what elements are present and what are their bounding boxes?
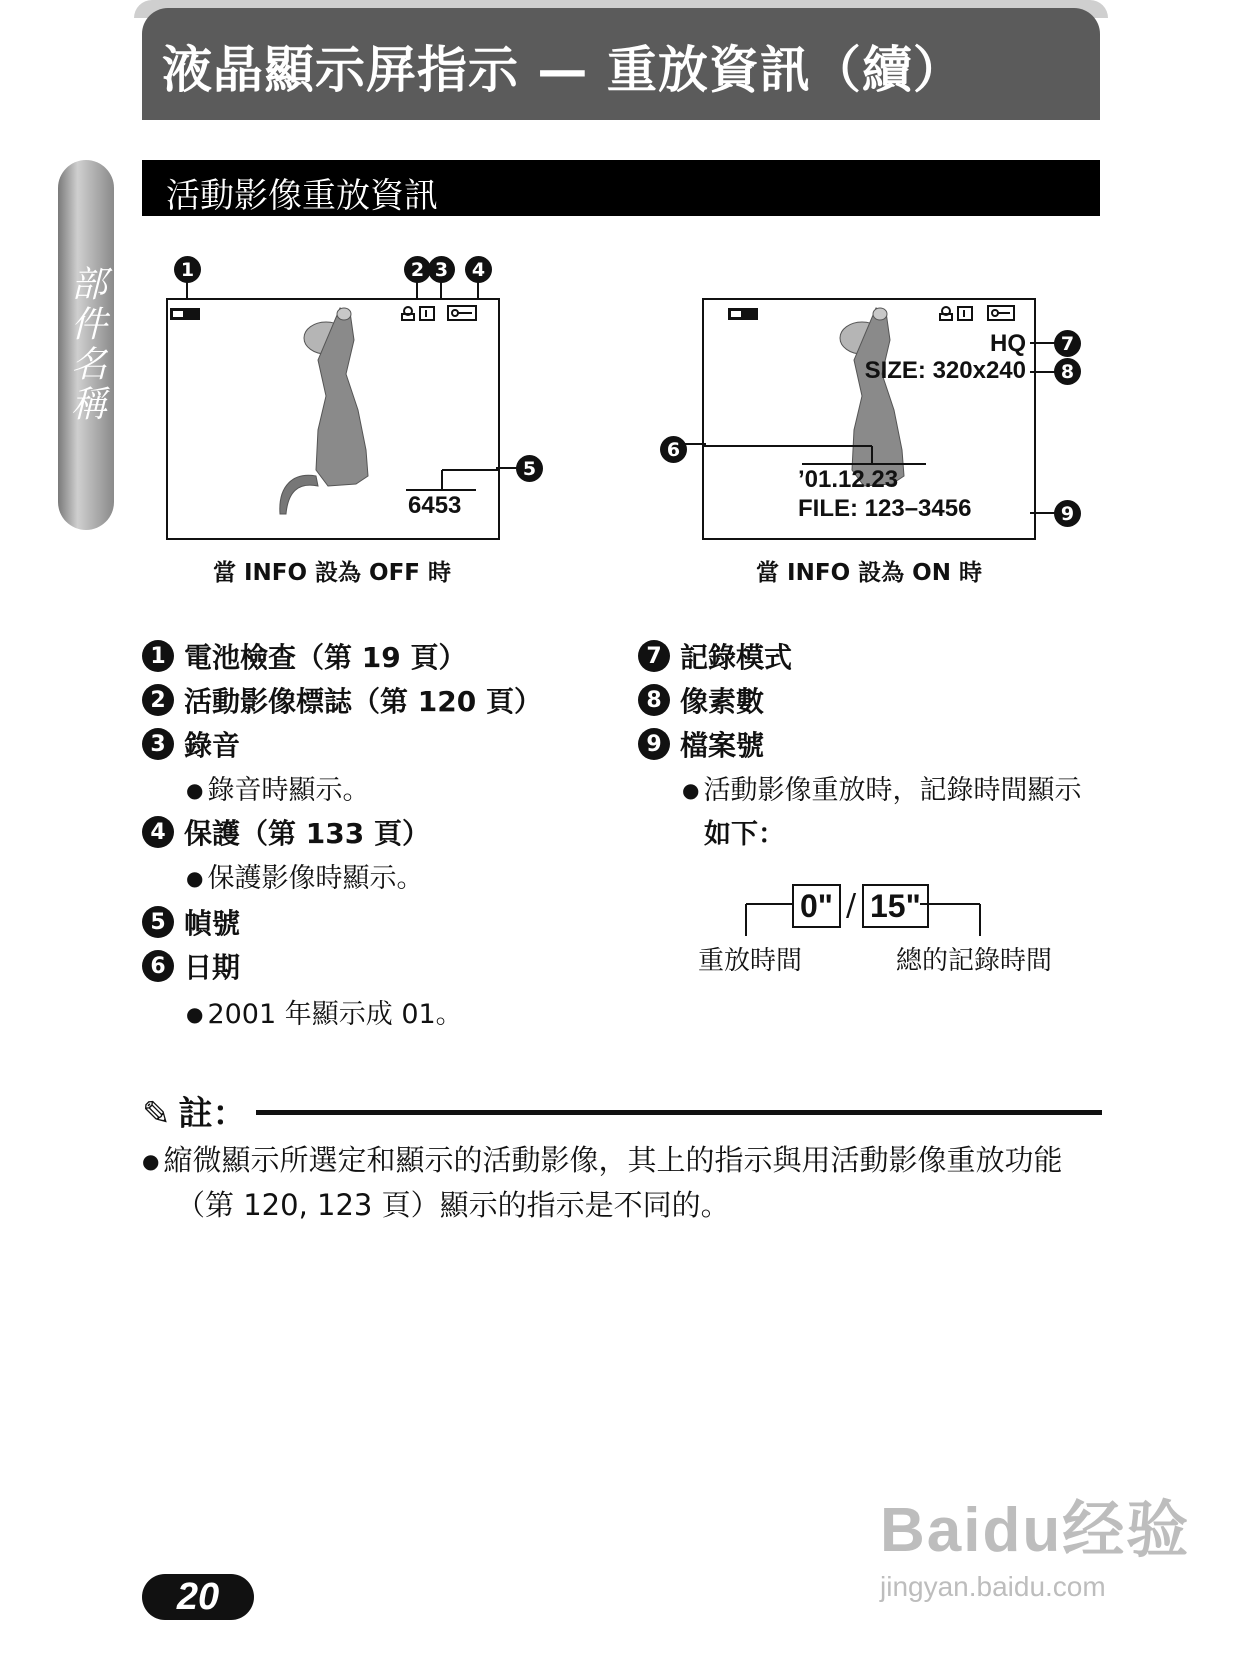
legend-item-7: 7 記錄模式: [638, 636, 792, 676]
side-tab-label: 部件名稱: [65, 265, 107, 425]
legend-item-5: 5 幀號: [142, 902, 240, 942]
sound-icon: [420, 307, 434, 320]
frame-number: 6453: [408, 492, 462, 519]
note-divider: [256, 1110, 1102, 1115]
section-header: [142, 160, 1100, 216]
elapsed-time-label: 重放時間: [698, 946, 803, 976]
callout-7: 7: [1054, 330, 1081, 357]
legend-item-6: 6 日期: [142, 946, 240, 986]
legend-sub-4: ● 保護影像時顯示。: [186, 856, 423, 895]
legend-item-9: 9 檔案號: [638, 724, 764, 764]
legend-sub-6: ● 2001 年顯示成 01。: [186, 992, 463, 1031]
caption-info-off: 當 INFO 設為 OFF 時: [212, 560, 452, 586]
callout-5: 5: [516, 455, 543, 482]
lcd-screen-info-off: [166, 298, 500, 540]
legend-item-1: 1 電池檢查（第 19 頁）: [142, 636, 466, 676]
callout-9: 9: [1054, 500, 1081, 527]
callout-3: 3: [428, 256, 455, 283]
watermark-url: jingyan.baidu.com: [880, 1571, 1106, 1602]
movie-icon: [402, 307, 414, 320]
note-heading: ✎ 註：: [142, 1094, 247, 1134]
image-size: SIZE: 320x240: [864, 357, 1026, 384]
note-text: [142, 1138, 1102, 1227]
watermark: [880, 1480, 1190, 1603]
page-title: 液晶顯示屏指示 — 重放資訊（續）: [162, 41, 964, 99]
total-time-label: 總的記錄時間: [896, 946, 1053, 976]
callout-8: 8: [1054, 358, 1081, 385]
callout-6: 6: [660, 436, 687, 463]
elapsed-time: 0": [792, 884, 841, 928]
page-number: 20: [142, 1574, 254, 1620]
legend-item-8: 8 像素數: [638, 680, 764, 720]
key-icon: [448, 306, 476, 320]
legend-sub-9: ● 活動影像重放時，記錄時間顯示: [682, 768, 1081, 807]
callout-4: 4: [465, 256, 492, 283]
note-line-1: ● 縮微顯示所選定和顯示的活動影像，其上的指示與用活動影像重放功能: [142, 1138, 1102, 1183]
legend-item-4: 4 保護（第 133 頁）: [142, 812, 430, 852]
legend-item-2: 2 活動影像標誌（第 120 頁）: [142, 680, 542, 720]
callout-2: 2: [404, 256, 431, 283]
section-title: 活動影像重放資訊: [166, 176, 438, 216]
side-tab: [58, 160, 114, 530]
time-separator: /: [846, 888, 857, 923]
record-date: ’01.12.23: [798, 466, 899, 493]
legend-sub-9b: 如下：: [704, 819, 785, 850]
watermark-brand: Baidu经验: [880, 1496, 1191, 1565]
legend-item-3: 3 錄音: [142, 724, 240, 764]
legend-sub-3: ● 錄音時顯示。: [186, 768, 369, 807]
lcd-screen-info-on: [702, 298, 1036, 540]
cat-image: [280, 308, 368, 514]
note-line-2: （第 120, 123 頁）顯示的指示是不同的。: [176, 1188, 730, 1222]
file-number: FILE: 123–3456: [798, 495, 972, 522]
pencil-icon: ✎: [142, 1094, 171, 1134]
record-mode: HQ: [990, 330, 1026, 357]
callout-1: 1: [174, 256, 201, 283]
total-time: 15": [862, 884, 929, 928]
caption-info-on: 當 INFO 設為 ON 時: [756, 560, 982, 586]
title-bar: [142, 8, 1100, 120]
